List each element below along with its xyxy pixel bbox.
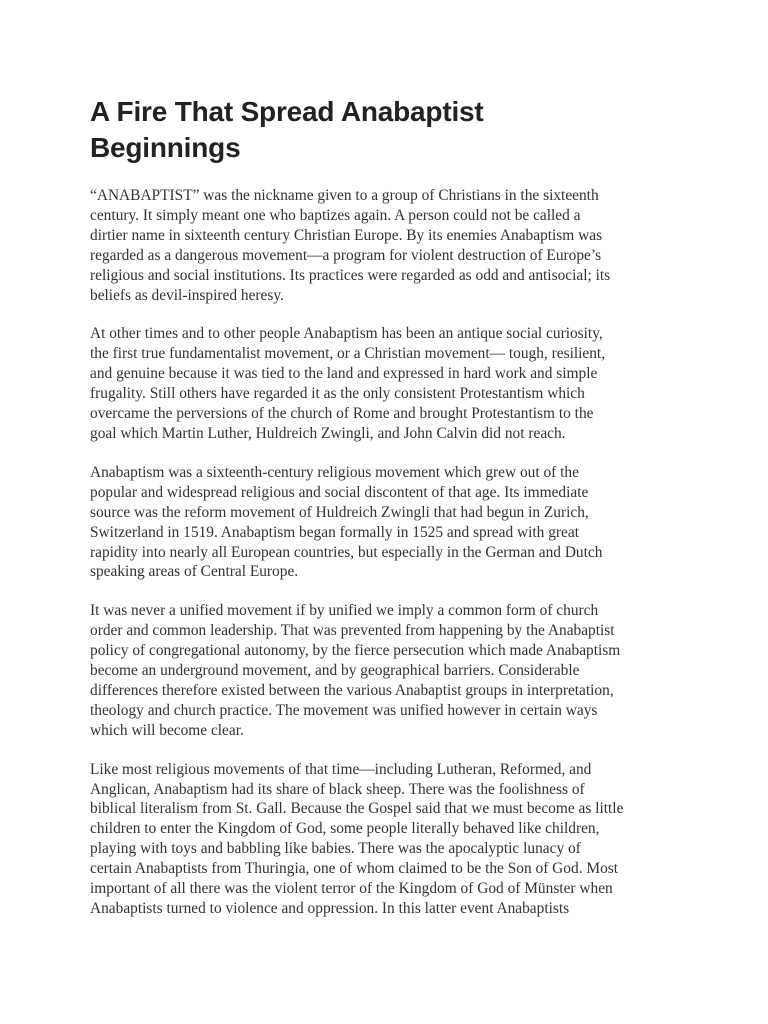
- page-title: [90, 94, 680, 166]
- document-page: [90, 94, 680, 938]
- paragraph-4: It was never a unified movement if by unified we imply a common form of church order and common leadership. That was prevented from happening by the Anabaptist policy of congregational autonomy, by the fierce persecution which made Anabaptism become an underground movement, and by geographical barriers. Considerable differences therefore existed between the various Anabaptist groups in interpretation, theology and church practice. The movement was unified however in certain ways which will become clear.: [90, 602, 621, 739]
- paragraph-1: “ANABAPTIST” was the nickname given to a group of Christians in the sixteenth century. It simply meant one who baptizes again. A person could not be called a dirtier name in sixteenth century Christian Europe. By its enemies Anabaptism was regarded as a dangerous movement—a program for violent destruction of Europe’s religious and social institutions. Its practices were regarded as odd and antisocial; its beliefs as devil-inspired heresy.: [90, 187, 611, 304]
- title-line-1: A Fire That Spread Anabaptist: [90, 96, 484, 127]
- paragraph-2: At other times and to other people Anabaptism has been an antique social curiosity, the first true fundamentalist movement, or a Christian movement— tough, resilient, and genuine because it was tied to the land and expressed in hard work and simple frugality. Still others have regarded it as the only consistent Protestantism which overcame the perversions of the church of Rome and brought Protestantism to the goal which Martin Luther, Huldreich Zwingli, and John Calvin did not reach.: [90, 325, 606, 442]
- paragraph-3: Anabaptism was a sixteenth-century religious movement which grew out of the popular and widespread religious and social discontent of that age. Its immediate source was the reform movement of Huldreich Zwingli that had begun in Zurich, Switzerland in 1519. Anabaptism began formally in 1525 and spread with great rapidity into nearly all European countries, but especially in the German and Dutch speaking areas of Central Europe.: [90, 463, 603, 581]
- title-line-2: Beginnings: [90, 132, 241, 163]
- paragraph-5: Like most religious movements of that time—including Lutheran, Reformed, and Anglican, Anabaptism had its share of black sheep. There was the foolishness of biblical literalism from St. Gall. Because the Gospel said that we must become as little children to enter the Kingdom of God, some people literally behaved like children, playing with toys and babbling like babies. There was the apocalyptic lunacy of certain Anabaptists from Thuringia, one of whom claimed to be the Son of God. Most important of all there was the violent terror of the Kingdom of God of Münster when Anabaptists turned to violence and oppression. In this latter event Anabaptists: [90, 760, 624, 917]
